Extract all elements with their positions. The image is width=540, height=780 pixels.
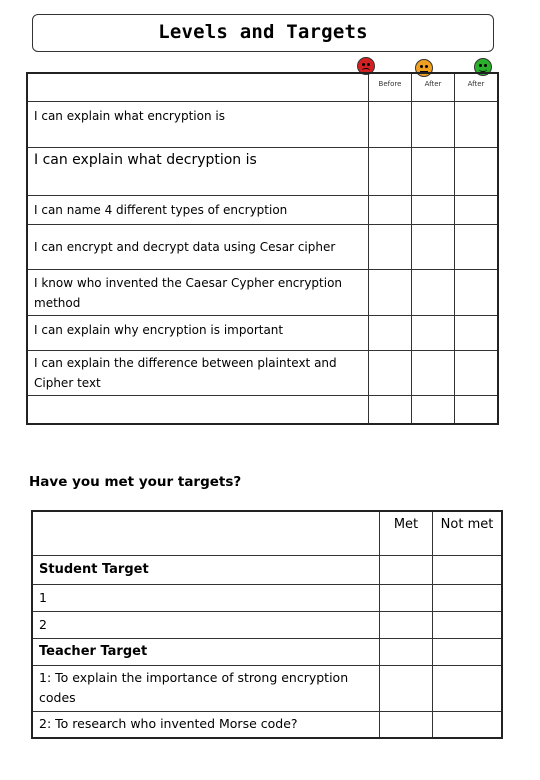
after-checkbox-cell[interactable] bbox=[455, 270, 499, 316]
statement-cell: I can name 4 different types of encryption bbox=[27, 196, 369, 225]
levels-table bbox=[26, 72, 499, 425]
statement-cell: I can explain what encryption is bbox=[27, 102, 369, 148]
after-checkbox-cell[interactable] bbox=[455, 396, 499, 424]
met-checkbox-cell[interactable] bbox=[380, 665, 433, 711]
before-checkbox-cell[interactable] bbox=[369, 102, 412, 148]
column-not-met: Not met bbox=[433, 511, 503, 555]
table-row bbox=[32, 665, 502, 711]
table-row bbox=[27, 102, 498, 148]
levels-header-blank bbox=[27, 73, 369, 102]
after-checkbox-cell[interactable] bbox=[455, 102, 499, 148]
after-checkbox-cell[interactable] bbox=[455, 316, 499, 351]
statement-cell: I can explain the difference between plaintext and Cipher text bbox=[27, 351, 369, 396]
statement-cell bbox=[27, 396, 369, 424]
table-row bbox=[27, 316, 498, 351]
after-checkbox-cell[interactable] bbox=[412, 196, 455, 225]
not-met-checkbox-cell[interactable] bbox=[433, 711, 503, 738]
targets-header-row bbox=[32, 511, 502, 555]
column-before: Before bbox=[369, 73, 412, 102]
met-checkbox-cell[interactable] bbox=[380, 611, 433, 638]
table-row bbox=[32, 711, 502, 738]
not-met-checkbox-cell[interactable] bbox=[433, 638, 503, 665]
after-checkbox-cell[interactable] bbox=[412, 148, 455, 196]
table-row bbox=[27, 270, 498, 316]
table-row bbox=[27, 225, 498, 270]
student-target-1[interactable]: 1 bbox=[32, 584, 380, 611]
targets-heading: Have you met your targets? bbox=[29, 474, 242, 490]
before-checkbox-cell[interactable] bbox=[369, 270, 412, 316]
after-checkbox-cell[interactable] bbox=[455, 148, 499, 196]
table-row bbox=[32, 611, 502, 638]
before-checkbox-cell[interactable] bbox=[369, 148, 412, 196]
met-checkbox-cell[interactable] bbox=[380, 638, 433, 665]
page-title: Levels and Targets bbox=[158, 21, 368, 43]
column-after-2: After bbox=[455, 73, 499, 102]
teacher-target-2: 2: To research who invented Morse code? bbox=[32, 711, 380, 738]
teacher-target-label: Teacher Target bbox=[32, 638, 380, 665]
targets-table bbox=[31, 510, 503, 739]
before-checkbox-cell[interactable] bbox=[369, 396, 412, 424]
after-checkbox-cell[interactable] bbox=[412, 270, 455, 316]
table-row bbox=[27, 196, 498, 225]
before-checkbox-cell[interactable] bbox=[369, 351, 412, 396]
after-checkbox-cell[interactable] bbox=[455, 225, 499, 270]
statement-cell: I can explain why encryption is important bbox=[27, 316, 369, 351]
met-checkbox-cell[interactable] bbox=[380, 584, 433, 611]
student-target-2[interactable]: 2 bbox=[32, 611, 380, 638]
after-checkbox-cell[interactable] bbox=[412, 396, 455, 424]
table-row bbox=[32, 638, 502, 665]
column-met: Met bbox=[380, 511, 433, 555]
teacher-target-1: 1: To explain the importance of strong encryption codes bbox=[32, 665, 380, 711]
statement-cell: I can encrypt and decrypt data using Cesar cipher bbox=[27, 225, 369, 270]
not-met-checkbox-cell[interactable] bbox=[433, 611, 503, 638]
before-checkbox-cell[interactable] bbox=[369, 225, 412, 270]
statement-cell: I can explain what decryption is bbox=[27, 148, 369, 196]
met-checkbox-cell[interactable] bbox=[380, 711, 433, 738]
not-met-checkbox-cell[interactable] bbox=[433, 555, 503, 584]
after-checkbox-cell[interactable] bbox=[412, 351, 455, 396]
student-target-label: Student Target bbox=[32, 555, 380, 584]
table-row bbox=[27, 396, 498, 424]
after-checkbox-cell[interactable] bbox=[412, 102, 455, 148]
table-row bbox=[27, 148, 498, 196]
after-checkbox-cell[interactable] bbox=[455, 351, 499, 396]
statement-cell: I know who invented the Caesar Cypher encryption method bbox=[27, 270, 369, 316]
before-checkbox-cell[interactable] bbox=[369, 316, 412, 351]
levels-header-row bbox=[27, 73, 498, 102]
table-row bbox=[32, 584, 502, 611]
before-checkbox-cell[interactable] bbox=[369, 196, 412, 225]
after-checkbox-cell[interactable] bbox=[412, 225, 455, 270]
not-met-checkbox-cell[interactable] bbox=[433, 665, 503, 711]
column-after-1: After bbox=[412, 73, 455, 102]
after-checkbox-cell[interactable] bbox=[455, 196, 499, 225]
after-checkbox-cell[interactable] bbox=[412, 316, 455, 351]
table-row bbox=[27, 351, 498, 396]
table-row bbox=[32, 555, 502, 584]
title-box bbox=[32, 14, 494, 52]
met-checkbox-cell[interactable] bbox=[380, 555, 433, 584]
not-met-checkbox-cell[interactable] bbox=[433, 584, 503, 611]
targets-header-blank bbox=[32, 511, 380, 555]
